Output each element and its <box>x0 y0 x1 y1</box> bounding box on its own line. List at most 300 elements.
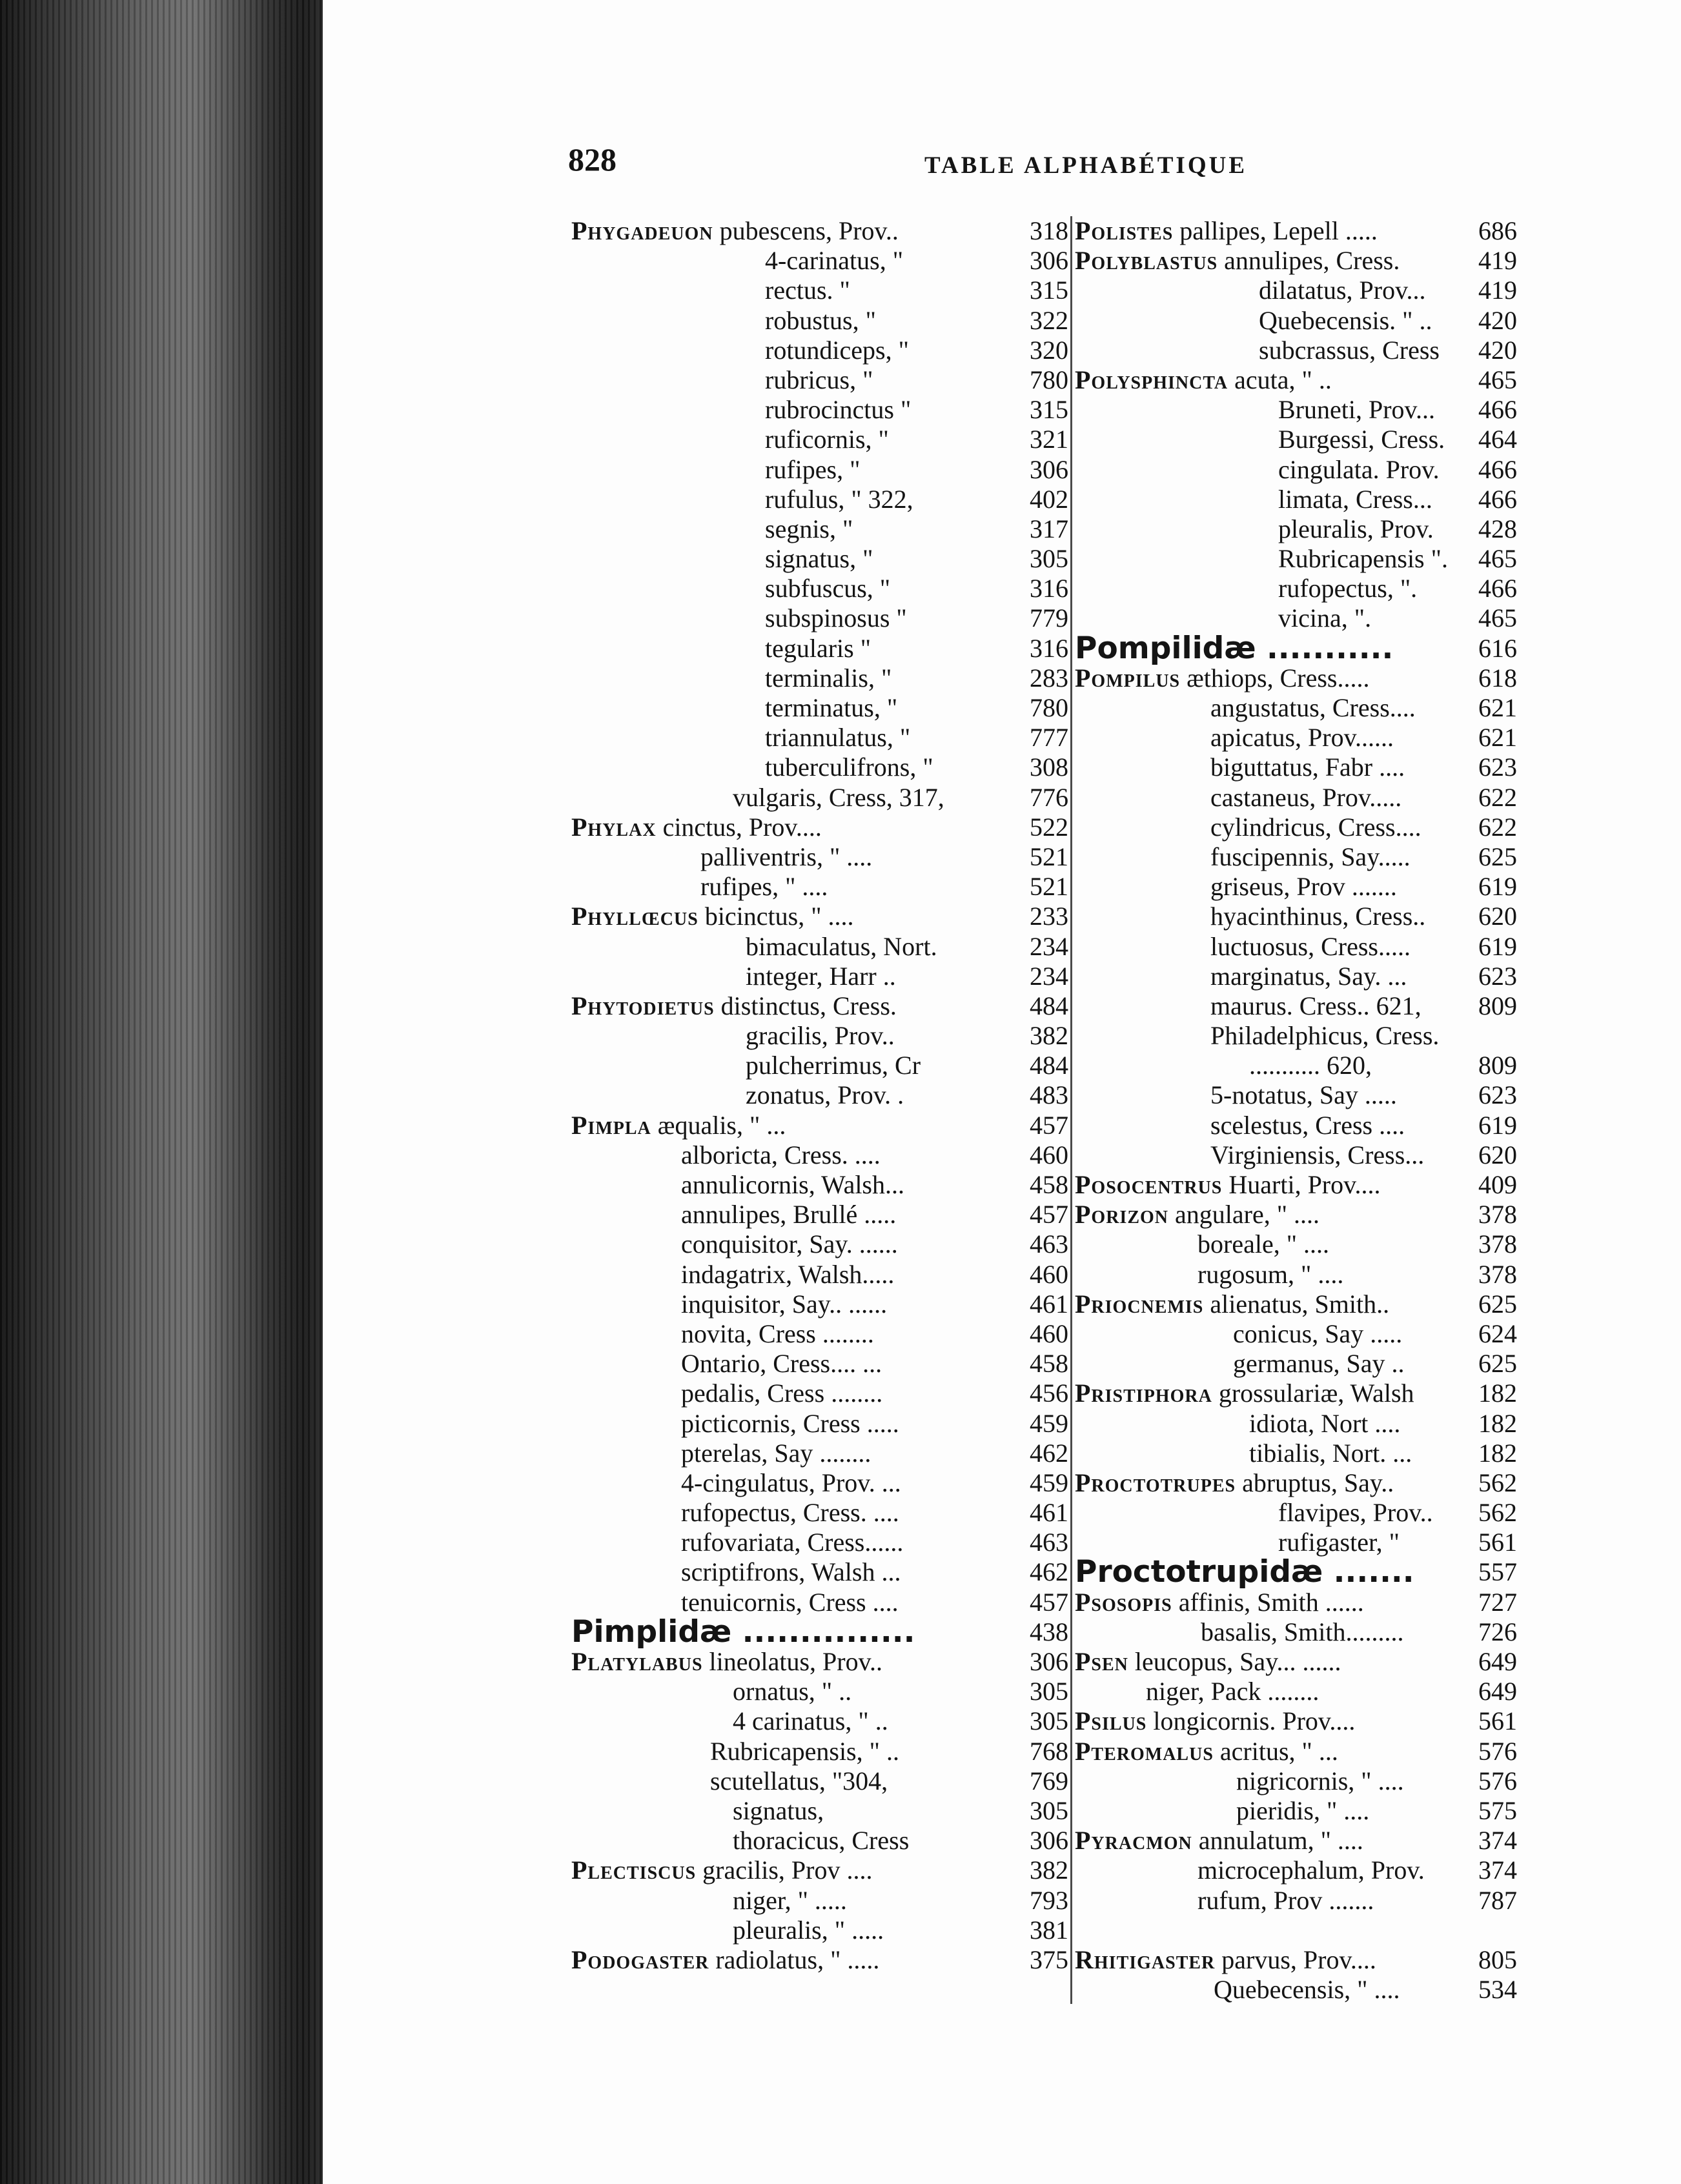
page-reference: 419 <box>1478 246 1517 276</box>
page-reference: 378 <box>1478 1200 1517 1229</box>
page-reference: 460 <box>1030 1319 1068 1348</box>
species-text: alienatus, Smith.. <box>1203 1289 1390 1319</box>
page-reference: 305 <box>1030 544 1068 574</box>
species-text: distinctus, Cress. <box>714 991 897 1020</box>
species-text: microcephalum, Prov. <box>1197 1855 1425 1885</box>
index-species-entry <box>1075 902 1517 931</box>
page-reference: 419 <box>1478 276 1517 305</box>
index-family-entry <box>571 1613 1068 1650</box>
species-text: luctuosus, Cress..... <box>1210 931 1411 961</box>
index-species-entry <box>1075 723 1517 753</box>
page-reference: 466 <box>1478 484 1517 514</box>
index-species-entry <box>571 1170 1068 1200</box>
species-text: germanus, Say .. <box>1233 1349 1405 1379</box>
page-reference: 182 <box>1478 1408 1517 1438</box>
index-genus-entry <box>1075 1737 1517 1766</box>
genus-name: Pimpla <box>571 1110 651 1140</box>
index-species-entry <box>571 1737 1068 1766</box>
genus-name: Priocnemis <box>1075 1289 1204 1319</box>
species-text: scelestus, Cress .... <box>1210 1110 1405 1140</box>
page-reference: 619 <box>1478 872 1517 902</box>
index-species-entry <box>571 1409 1068 1439</box>
page-reference: 318 <box>1030 216 1068 245</box>
species-text: Bruneti, Prov... <box>1278 395 1435 425</box>
page-reference: 382 <box>1030 1021 1068 1051</box>
page-reference: 521 <box>1030 872 1068 902</box>
page-reference: 320 <box>1030 335 1068 365</box>
page-reference: 462 <box>1030 1557 1068 1587</box>
species-text: rufum, Prov ....... <box>1197 1885 1374 1915</box>
species-text: robustus, " <box>765 305 876 335</box>
species-text: vulgaris, Cress, 317, <box>733 782 944 812</box>
page-reference: 457 <box>1030 1200 1068 1229</box>
species-text: ruficornis, " <box>765 425 889 454</box>
index-species-entry <box>1075 1498 1517 1528</box>
page-reference: 521 <box>1030 842 1068 871</box>
species-text: 4 carinatus, " .. <box>733 1706 888 1736</box>
species-text: flavipes, Prov.. <box>1278 1498 1433 1528</box>
index-species-entry <box>571 1140 1068 1170</box>
index-genus-entry <box>1075 663 1517 693</box>
page-reference: 305 <box>1030 1677 1068 1706</box>
genus-name: Posocentrus <box>1075 1170 1223 1199</box>
page-reference: 649 <box>1478 1677 1517 1706</box>
species-text: conicus, Say ..... <box>1233 1319 1403 1348</box>
page-reference: 787 <box>1478 1885 1517 1915</box>
index-species-entry <box>1075 1409 1517 1439</box>
page-reference: 378 <box>1478 1259 1517 1289</box>
species-text: hyacinthinus, Cress.. <box>1210 902 1426 931</box>
page-reference: 381 <box>1030 1915 1068 1945</box>
page-reference: 522 <box>1030 812 1068 842</box>
column-divider <box>1070 216 1072 2004</box>
page-reference: 428 <box>1478 514 1517 543</box>
species-text: subspinosus " <box>765 603 907 633</box>
species-text: Virginiensis, Cress... <box>1210 1140 1425 1169</box>
index-species-entry <box>1075 1021 1517 1051</box>
index-species-entry <box>1075 1229 1517 1259</box>
page-reference: 461 <box>1030 1498 1068 1528</box>
index-species-entry <box>571 246 1068 276</box>
page-reference: 576 <box>1478 1766 1517 1795</box>
species-text: basalis, Smith......... <box>1201 1617 1404 1646</box>
page-reference: 315 <box>1030 395 1068 425</box>
page-reference: 308 <box>1030 753 1068 782</box>
page-reference: 484 <box>1030 1051 1068 1080</box>
page-reference: 459 <box>1030 1468 1068 1497</box>
page-reference: 465 <box>1478 365 1517 394</box>
page-reference: 620 <box>1478 1140 1517 1169</box>
species-text: scriptifrons, Walsh ... <box>681 1557 901 1587</box>
family-name: Pompilidæ ........... <box>1075 630 1394 666</box>
species-text: Ontario, Cress.... ... <box>681 1349 882 1379</box>
page-reference: 561 <box>1478 1528 1517 1557</box>
page-reference: 619 <box>1478 1110 1517 1140</box>
species-text: tenuicornis, Cress .... <box>681 1587 899 1617</box>
page-reference: 618 <box>1478 663 1517 693</box>
page-reference: 619 <box>1478 931 1517 961</box>
species-text: pallipes, Lepell ..... <box>1173 216 1378 245</box>
page-reference: 457 <box>1030 1587 1068 1617</box>
species-text: Quebecensis, " .... <box>1214 1975 1400 2005</box>
page-reference: 182 <box>1478 1379 1517 1408</box>
index-species-entry <box>1075 1319 1517 1349</box>
species-text: niger, Pack ........ <box>1146 1677 1319 1706</box>
species-text: signatus, " <box>765 544 873 574</box>
index-species-entry <box>571 1051 1068 1080</box>
species-text: pleuralis, Prov. <box>1278 514 1434 543</box>
species-text: acuta, " .. <box>1228 365 1332 394</box>
index-species-entry <box>1075 1528 1517 1557</box>
index-family-entry <box>1075 630 1517 666</box>
species-text: indagatrix, Walsh..... <box>681 1259 895 1289</box>
page-reference: 780 <box>1030 365 1068 394</box>
page-reference: 483 <box>1030 1080 1068 1110</box>
genus-name: Podogaster <box>571 1945 709 1974</box>
species-text: 5-notatus, Say ..... <box>1210 1080 1397 1110</box>
page-reference: 623 <box>1478 753 1517 782</box>
index-genus-entry <box>1075 1826 1517 1855</box>
page-reference: 623 <box>1478 1080 1517 1110</box>
index-species-entry <box>571 514 1068 544</box>
genus-name: Phylax <box>571 812 657 842</box>
genus-name: Psen <box>1075 1647 1128 1676</box>
species-text: grossulariæ, Walsh <box>1212 1379 1414 1408</box>
page-reference: 283 <box>1030 663 1068 693</box>
species-text: nigricornis, " .... <box>1236 1766 1404 1795</box>
species-text: 4-cingulatus, Prov. ... <box>681 1468 901 1497</box>
index-species-entry <box>1075 336 1517 365</box>
species-text: subcrassus, Cress <box>1259 335 1440 365</box>
species-text: pedalis, Cress ........ <box>681 1379 883 1408</box>
species-text: rufipes, " <box>765 454 861 484</box>
page-reference: 622 <box>1478 812 1517 842</box>
index-genus-entry <box>571 902 1068 931</box>
page-reference: 780 <box>1030 693 1068 722</box>
species-text: thoracicus, Cress <box>733 1826 910 1855</box>
species-text: picticornis, Cress ..... <box>681 1408 899 1438</box>
page-reference: 305 <box>1030 1795 1068 1825</box>
index-column-left <box>571 216 1068 1975</box>
index-species-entry <box>571 306 1068 336</box>
index-species-entry <box>571 723 1068 753</box>
index-genus-entry <box>1075 1647 1517 1677</box>
index-species-entry <box>571 1349 1068 1379</box>
index-species-entry <box>571 1080 1068 1110</box>
page-reference: 464 <box>1478 425 1517 454</box>
index-species-entry <box>571 1498 1068 1528</box>
index-species-entry <box>571 693 1068 723</box>
index-family-entry <box>1075 1554 1517 1590</box>
index-species-entry <box>571 1706 1068 1736</box>
index-species-entry <box>1075 1796 1517 1826</box>
species-text: signatus, <box>733 1795 824 1825</box>
index-species-entry <box>1075 603 1517 633</box>
page-reference: 420 <box>1478 305 1517 335</box>
species-text: bicinctus, " .... <box>698 902 854 931</box>
species-text: pubescens, Prov.. <box>713 216 899 245</box>
index-species-entry <box>571 1826 1068 1855</box>
index-species-entry <box>1075 1855 1517 1885</box>
index-genus-entry <box>1075 1588 1517 1617</box>
index-species-entry <box>571 455 1068 485</box>
genus-name: Polistes <box>1075 216 1174 245</box>
species-text: tuberculifrons, " <box>765 753 933 782</box>
index-species-entry <box>1075 693 1517 723</box>
page-reference: 322 <box>1030 305 1068 335</box>
index-species-entry <box>1075 1617 1517 1647</box>
index-genus-entry <box>571 1647 1068 1677</box>
page-reference: 378 <box>1478 1229 1517 1259</box>
species-text: pterelas, Say ........ <box>681 1438 871 1468</box>
species-text: rugosum, " .... <box>1197 1259 1344 1289</box>
species-text: parvus, Prov.... <box>1215 1945 1376 1974</box>
page-reference: 726 <box>1478 1617 1517 1646</box>
page-reference: 234 <box>1030 961 1068 991</box>
running-title: TABLE ALPHABÉTIQUE <box>924 152 1248 179</box>
page-reference: 420 <box>1478 335 1517 365</box>
index-species-entry <box>1075 514 1517 544</box>
index-genus-entry <box>571 1111 1068 1140</box>
page-reference: 233 <box>1030 902 1068 931</box>
page-reference: 623 <box>1478 961 1517 991</box>
index-species-entry <box>571 753 1068 782</box>
page-reference: 402 <box>1030 484 1068 514</box>
index-genus-entry <box>1075 1289 1517 1319</box>
book-spine-page-edges <box>0 0 323 2184</box>
index-species-entry <box>1075 1349 1517 1379</box>
page-reference: 321 <box>1030 425 1068 454</box>
species-text: Huarti, Prov.... <box>1222 1170 1381 1199</box>
species-text: vicina, ". <box>1278 603 1372 633</box>
page-reference: 315 <box>1030 276 1068 305</box>
index-species-entry <box>571 425 1068 454</box>
species-text: radiolatus, " ..... <box>709 1945 880 1974</box>
page-reference: 561 <box>1478 1706 1517 1736</box>
page-reference: 557 <box>1478 1557 1517 1587</box>
page-reference: 374 <box>1478 1826 1517 1855</box>
species-text: angulare, " .... <box>1168 1200 1320 1229</box>
species-text: rufulus, " 322, <box>765 484 913 514</box>
page-reference: 374 <box>1478 1855 1517 1885</box>
index-species-entry <box>1075 276 1517 305</box>
index-species-entry <box>571 634 1068 663</box>
species-text: terminalis, " <box>765 663 892 693</box>
index-species-entry <box>1075 1051 1517 1080</box>
index-species-entry <box>571 1229 1068 1259</box>
index-species-entry <box>571 1766 1068 1796</box>
index-species-entry <box>571 1439 1068 1468</box>
index-species-entry <box>1075 395 1517 425</box>
species-text: triannulatus, " <box>765 723 911 753</box>
page-reference: 621 <box>1478 723 1517 753</box>
index-genus-entry <box>1075 365 1517 395</box>
page-reference: 562 <box>1478 1468 1517 1497</box>
page-reference: 462 <box>1030 1438 1068 1468</box>
index-species-entry <box>571 872 1068 902</box>
index-species-entry <box>571 544 1068 574</box>
species-text: angustatus, Cress.... <box>1210 693 1416 722</box>
index-genus-entry <box>1075 1945 1517 1975</box>
species-text: rubricus, " <box>765 365 873 394</box>
species-text: idiota, Nort .... <box>1249 1408 1401 1438</box>
species-text: novita, Cress ........ <box>681 1319 874 1348</box>
page-reference: 805 <box>1478 1945 1517 1974</box>
family-name: Proctotrupidæ ....... <box>1075 1554 1414 1590</box>
genus-name: Pteromalus <box>1075 1736 1214 1766</box>
page-reference: 459 <box>1030 1408 1068 1438</box>
genus-name: Porizon <box>1075 1200 1169 1229</box>
page-reference: 562 <box>1478 1498 1517 1528</box>
index-species-entry <box>1075 932 1517 962</box>
index-genus-entry <box>571 216 1068 246</box>
index-genus-entry <box>571 813 1068 842</box>
species-text: Burgessi, Cress. <box>1278 425 1445 454</box>
species-text: dilatatus, Prov... <box>1259 276 1426 305</box>
page-reference: 463 <box>1030 1528 1068 1557</box>
index-species-entry <box>1075 485 1517 514</box>
page-reference: 460 <box>1030 1140 1068 1169</box>
page-reference: 465 <box>1478 603 1517 633</box>
index-species-entry <box>571 1379 1068 1408</box>
index-species-entry <box>571 783 1068 813</box>
page-reference: 809 <box>1478 991 1517 1020</box>
species-text: castaneus, Prov..... <box>1210 782 1402 812</box>
species-text: æqualis, " ... <box>651 1110 786 1140</box>
species-text: annulicornis, Walsh... <box>681 1170 904 1199</box>
species-text: Philadelphicus, Cress. <box>1210 1021 1440 1051</box>
species-text: terminatus, " <box>765 693 898 722</box>
page-reference: 809 <box>1478 1051 1517 1080</box>
genus-name: Platylabus <box>571 1647 703 1676</box>
species-text: æthiops, Cress..... <box>1180 663 1370 693</box>
index-species-entry <box>1075 1677 1517 1706</box>
genus-name: Phygadeuon <box>571 216 713 245</box>
species-text: rubrocinctus " <box>765 395 912 425</box>
index-species-entry <box>571 1796 1068 1826</box>
index-species-entry <box>571 1557 1068 1587</box>
page-reference: 484 <box>1030 991 1068 1020</box>
page-reference: 769 <box>1030 1766 1068 1795</box>
species-text: annulatum, " .... <box>1192 1826 1363 1855</box>
index-species-entry <box>1075 455 1517 485</box>
species-text: abruptus, Say.. <box>1236 1468 1394 1497</box>
page-reference: 457 <box>1030 1110 1068 1140</box>
index-species-entry <box>1075 1766 1517 1796</box>
index-species-entry <box>1075 1886 1517 1916</box>
page-reference: 776 <box>1030 782 1068 812</box>
index-species-entry <box>1075 753 1517 782</box>
genus-name: Rhitigaster <box>1075 1945 1216 1974</box>
index-species-entry <box>571 1886 1068 1916</box>
index-species-entry <box>571 1289 1068 1319</box>
genus-name: Pristiphora <box>1075 1379 1212 1408</box>
index-species-entry <box>1075 1439 1517 1468</box>
page-reference: 306 <box>1030 246 1068 276</box>
species-text: Quebecensis. " .. <box>1259 305 1432 335</box>
index-species-entry <box>1075 1111 1517 1140</box>
index-species-entry <box>571 932 1068 962</box>
index-species-entry <box>1075 991 1517 1021</box>
species-text: conquisitor, Say. ...... <box>681 1229 898 1259</box>
species-text: gracilis, Prov.. <box>746 1021 895 1051</box>
species-text: rotundiceps, " <box>765 335 909 365</box>
species-text: gracilis, Prov .... <box>696 1855 873 1885</box>
species-text: inquisitor, Say.. ...... <box>681 1289 888 1319</box>
species-text: maurus. Cress.. 621, <box>1210 991 1421 1020</box>
page-reference: 306 <box>1030 454 1068 484</box>
page-reference: 438 <box>1030 1617 1068 1646</box>
species-text: pulcherrimus, Cr <box>746 1051 921 1080</box>
index-genus-entry <box>1075 1200 1517 1229</box>
index-species-entry <box>1075 1260 1517 1289</box>
page-reference: 777 <box>1030 723 1068 753</box>
index-genus-entry <box>571 1855 1068 1885</box>
index-species-entry <box>1075 962 1517 991</box>
page-reference: 625 <box>1478 1289 1517 1319</box>
index-species-entry <box>1075 1140 1517 1170</box>
species-text: annulipes, Cress. <box>1217 246 1400 276</box>
index-species-entry <box>1075 1975 1517 2005</box>
index-species-entry <box>571 962 1068 991</box>
index-species-entry <box>571 574 1068 603</box>
index-genus-entry <box>1075 1379 1517 1408</box>
species-text: acritus, " ... <box>1213 1736 1338 1766</box>
page-reference: 575 <box>1478 1795 1517 1825</box>
page-reference: 686 <box>1478 216 1517 245</box>
index-species-entry <box>571 1588 1068 1617</box>
page-reference: 306 <box>1030 1647 1068 1676</box>
index-species-entry <box>1075 425 1517 454</box>
species-text: tegularis " <box>765 633 871 663</box>
index-species-entry <box>571 1528 1068 1557</box>
genus-name: Pompilus <box>1075 663 1181 693</box>
index-species-entry <box>1075 1080 1517 1110</box>
species-text: ornatus, " .. <box>733 1677 852 1706</box>
species-text: pieridis, " .... <box>1236 1795 1370 1825</box>
index-species-entry <box>571 276 1068 305</box>
species-text: annulipes, Brullé ..... <box>681 1200 897 1229</box>
species-text: pleuralis, " ..... <box>733 1915 884 1945</box>
species-text: rectus. " <box>765 276 850 305</box>
page-reference: 727 <box>1478 1587 1517 1617</box>
genus-name: Polysphincta <box>1075 365 1228 394</box>
species-text: ........... 620, <box>1249 1051 1372 1080</box>
page-reference: 649 <box>1478 1647 1517 1676</box>
species-text: longicornis. Prov.... <box>1146 1706 1356 1736</box>
page-reference: 466 <box>1478 395 1517 425</box>
page-reference: 576 <box>1478 1736 1517 1766</box>
index-species-entry <box>571 1260 1068 1289</box>
index-species-entry <box>1075 842 1517 872</box>
page-reference: 458 <box>1030 1349 1068 1379</box>
species-text: rufigaster, " <box>1278 1528 1400 1557</box>
page-reference: 456 <box>1030 1379 1068 1408</box>
index-species-entry <box>1075 574 1517 603</box>
index-species-entry <box>571 1677 1068 1706</box>
species-text: cylindricus, Cress.... <box>1210 812 1421 842</box>
page-reference: 234 <box>1030 931 1068 961</box>
page-reference: 317 <box>1030 514 1068 543</box>
index-species-entry <box>1075 813 1517 842</box>
page-reference: 534 <box>1478 1975 1517 2005</box>
genus-name: Plectiscus <box>571 1855 697 1885</box>
index-genus-entry <box>1075 246 1517 276</box>
species-text: apicatus, Prov...... <box>1210 723 1394 753</box>
index-species-entry <box>571 1319 1068 1349</box>
species-text: leucopus, Say... ...... <box>1128 1647 1341 1676</box>
genus-name: Phytodietus <box>571 991 715 1020</box>
